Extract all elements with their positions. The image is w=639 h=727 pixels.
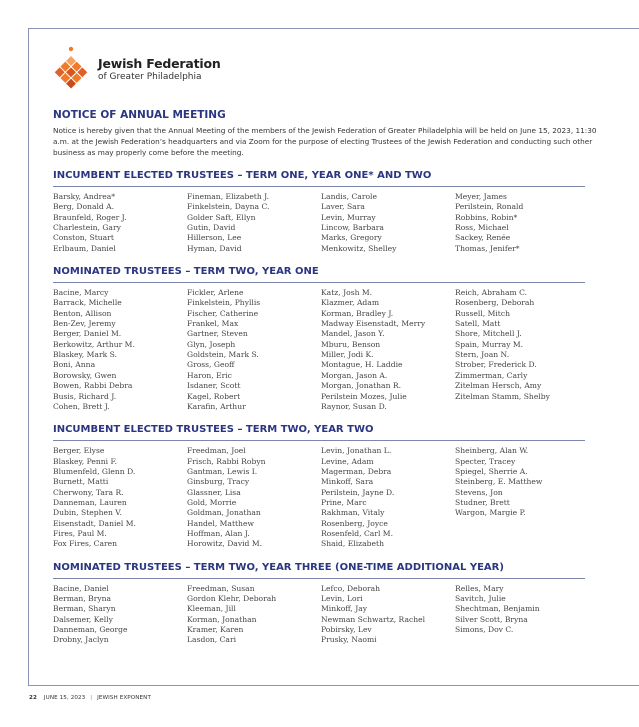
trustee-name: Zitelman Hersch, Amy <box>455 381 542 391</box>
section-title: INCUMBENT ELECTED TRUSTEES – TERM TWO, YEAR TWO <box>53 423 585 441</box>
trustee-name: Fox Fires, Caren <box>53 539 118 549</box>
trustee-name: Reich, Abraham C. <box>455 288 528 298</box>
name-column <box>321 584 455 646</box>
trustee-name: Savitch, Julie <box>455 593 506 603</box>
trustee-name: Raynor, Susan D. <box>321 401 387 411</box>
name-column <box>321 446 455 549</box>
name-columns <box>53 192 593 254</box>
section-title: NOMINATED TRUSTEES – TERM TWO, YEAR THREE (ONE-TIME ADDITIONAL YEAR) <box>53 561 585 579</box>
footer-publication: JEWISH EXPONENT <box>97 695 151 701</box>
trustee-name: Zitelman Stamm, Shelby <box>455 391 550 401</box>
trustee-name: Morgan, Jason A. <box>321 370 388 380</box>
trustee-name: Isdaner, Scott <box>187 381 241 391</box>
name-column <box>187 192 321 254</box>
trustee-name: Perilstein, Jayne D. <box>321 487 395 497</box>
federation-logo <box>52 45 221 93</box>
trustee-name: Berman, Sharyn <box>53 604 116 614</box>
trustee-name: Blumenfeld, Glenn D. <box>53 466 136 476</box>
trustee-name: Fires, Paul M. <box>53 528 107 538</box>
trustee-name: Rosenberg, Deborah <box>455 298 535 308</box>
trustee-section <box>53 423 593 549</box>
trustee-name: Levin, Murray <box>321 212 376 222</box>
trustee-name: Sheinberg, Alan W. <box>455 446 529 456</box>
trustee-name: Spiegel, Sherrie A. <box>455 466 528 476</box>
trustee-name: Russell, Mitch <box>455 308 510 318</box>
section-title: INCUMBENT ELECTED TRUSTEES – TERM ONE, YEAR ONE* AND TWO <box>53 169 585 187</box>
trustee-name: Specter, Tracey <box>455 456 516 466</box>
trustee-name: Barsky, Andrea* <box>53 192 116 201</box>
trustee-name: Hyman, David <box>187 243 242 253</box>
trustee-name: Shaid, Elizabeth <box>321 539 384 549</box>
trustee-name: Rosenberg, Joyce <box>321 518 388 528</box>
name-columns <box>53 446 593 549</box>
name-column <box>455 446 589 549</box>
trustee-name: Spain, Murray M. <box>455 339 524 349</box>
name-column <box>53 192 187 254</box>
trustee-name: Perilstein Mozes, Julie <box>321 391 407 401</box>
footer-separator: | <box>90 695 93 701</box>
trustee-name: Lincow, Barbara <box>321 223 384 233</box>
trustee-section <box>53 265 593 412</box>
footer-date: JUNE 15, 2023 <box>43 695 86 701</box>
trustee-name: Karafin, Arthur <box>187 401 246 411</box>
trustee-name: Korman, Bradley J. <box>321 308 394 318</box>
trustee-name: Rakhman, Vitaly <box>321 508 385 518</box>
trustee-section <box>53 561 593 646</box>
trustee-name: Fineman, Elizabeth J. <box>187 192 270 201</box>
trustee-name: Eisenstadt, Daniel M. <box>53 518 136 528</box>
name-column <box>455 584 589 646</box>
trustee-name: Bacine, Marcy <box>53 288 109 298</box>
trustee-name: Landis, Carole <box>321 192 377 201</box>
trustee-name: Ben-Zev, Jeremy <box>53 319 116 329</box>
trustee-name: Katz, Josh M. <box>321 288 373 298</box>
trustee-name: Glyn, Joseph <box>187 339 236 349</box>
trustee-name: Horowitz, David M. <box>187 539 263 549</box>
page-number: 22 <box>29 695 37 701</box>
trustee-name: Gartner, Steven <box>187 329 248 339</box>
trustee-name: Gantman, Lewis I. <box>187 466 258 476</box>
trustee-name: Drobny, Jaclyn <box>53 635 109 645</box>
trustee-name: Boni, Anna <box>53 360 96 370</box>
trustee-name: Miller, Jodi K. <box>321 350 374 360</box>
trustee-name: Satell, Matt <box>455 319 501 329</box>
trustee-name: Wargon, Margie P. <box>455 508 526 518</box>
trustee-name: Berg, Donald A. <box>53 202 115 212</box>
trustee-name: Mandel, Jason Y. <box>321 329 385 339</box>
trustee-name: Zimmerman, Carly <box>455 370 528 380</box>
trustee-name: Hillerson, Lee <box>187 233 242 243</box>
trustee-name: Montague, H. Laddie <box>321 360 403 370</box>
federation-logo-icon <box>52 45 90 93</box>
trustee-name: Meyer, James <box>455 192 507 201</box>
trustee-name: Minkoff, Jay <box>321 604 368 614</box>
trustee-name: Marks, Gregory <box>321 233 382 243</box>
trustee-name: Haron, Eric <box>187 370 232 380</box>
trustee-name: Magerman, Debra <box>321 466 392 476</box>
trustee-name: Frisch, Rabbi Robyn <box>187 456 266 466</box>
trustee-name: Thomas, Jenifer* <box>455 243 520 253</box>
trustee-name: Perilstein, Ronald <box>455 202 524 212</box>
trustee-name: Berger, Elyse <box>53 446 105 456</box>
name-columns <box>53 288 593 412</box>
trustee-name: Hoffman, Alan J. <box>187 528 250 538</box>
trustee-name: Klazmer, Adam <box>321 298 380 308</box>
name-column <box>187 584 321 646</box>
trustee-name: Levin, Lori <box>321 593 363 603</box>
trustee-name: Robbins, Robin* <box>455 212 518 222</box>
trustee-name: Levin, Jonathan L. <box>321 446 392 456</box>
trustee-name: Danneman, Lauren <box>53 497 127 507</box>
trustee-name: Blaskey, Penni F. <box>53 456 118 466</box>
trustee-name: Stevens, Jon <box>455 487 503 497</box>
trustee-name: Dalsemer, Kelly <box>53 614 113 624</box>
trustee-name: Cohen, Brett J. <box>53 401 110 411</box>
trustee-name: Pobirsky, Lev <box>321 625 372 634</box>
trustee-name: Burnett, Matti <box>53 477 109 487</box>
trustee-name: Bacine, Daniel <box>53 583 109 593</box>
trustee-name: Fickler, Arlene <box>187 288 244 298</box>
trustee-name: Berman, Bryna <box>53 593 112 603</box>
trustee-name: Handel, Matthew <box>187 518 254 528</box>
name-column <box>187 446 321 549</box>
name-column <box>53 288 187 412</box>
notice-title: NOTICE OF ANNUAL MEETING <box>53 109 226 121</box>
trustee-name: Strober, Frederick D. <box>455 360 537 370</box>
trustee-name: Goldstein, Mark S. <box>187 350 259 360</box>
trustee-name: Madway Eisenstadt, Merry <box>321 319 426 329</box>
trustee-name: Barrack, Michelle <box>53 298 122 308</box>
trustee-name: Bowen, Rabbi Debra <box>53 381 133 391</box>
trustee-name: Shechtman, Benjamin <box>455 604 540 614</box>
trustee-name: Conston, Stuart <box>53 233 114 243</box>
trustee-name: Finkelstein, Dayna C. <box>187 202 270 212</box>
trustee-name: Blaskey, Mark S. <box>53 350 117 360</box>
trustee-name: Menkowitz, Shelley <box>321 243 397 253</box>
trustee-name: Silver Scott, Bryna <box>455 614 528 624</box>
name-column <box>455 192 589 254</box>
name-column <box>321 288 455 412</box>
trustee-name: Newman Schwartz, Rachel <box>321 614 426 624</box>
name-column <box>321 192 455 254</box>
trustee-name: Kagel, Robert <box>187 391 241 401</box>
trustee-name: Shore, Mitchell J. <box>455 329 522 339</box>
trustee-name: Studner, Brett <box>455 497 510 507</box>
notice-content <box>53 108 597 646</box>
trustee-name: Fischer, Catherine <box>187 308 259 318</box>
trustee-name: Simons, Dov C. <box>455 625 514 634</box>
notice-body: Notice is hereby given that the Annual Meeting of the members of the Jewish Federation of Greater Philadelphia will be held on June 15, 2023, 11:30 a.m. at the Jewish Federation’s headquarters and via Zoom for the purpose of electing Trustees of the Jewish Federation and conducting such other business as may properly come before the meeting. <box>53 126 597 157</box>
trustee-name: Sackey, Renée <box>455 233 511 243</box>
trustee-name: Kramer, Karen <box>187 625 244 634</box>
brand-subtitle: of Greater Philadelphia <box>98 71 202 82</box>
trustee-name: Ross, Michael <box>455 223 509 233</box>
name-column <box>53 446 187 549</box>
trustee-name: Gross, Geoff <box>187 360 235 370</box>
section-title: NOMINATED TRUSTEES – TERM TWO, YEAR ONE <box>53 265 585 283</box>
trustee-name: Borowsky, Gwen <box>53 370 117 380</box>
trustee-name: Relles, Mary <box>455 583 504 593</box>
trustee-name: Minkoff, Sara <box>321 477 374 487</box>
brand-name: Jewish Federation <box>98 55 221 71</box>
trustee-name: Dubin, Stephen V. <box>53 508 122 518</box>
trustee-name: Benton, Allison <box>53 308 112 318</box>
trustee-name: Korman, Jonathan <box>187 614 257 624</box>
trustee-name: Cherwony, Tara R. <box>53 487 124 497</box>
trustee-name: Prine, Marc <box>321 497 367 507</box>
trustee-name: Kleeman, Jill <box>187 604 236 614</box>
trustee-section <box>53 169 593 254</box>
trustee-name: Prusky, Naomi <box>321 635 377 645</box>
trustee-name: Steinberg, E. Matthew <box>455 477 543 487</box>
page-footer <box>29 695 151 701</box>
trustee-name: Busis, Richard J. <box>53 391 117 401</box>
trustee-name: Goldman, Jonathan <box>187 508 261 518</box>
name-column <box>187 288 321 412</box>
trustee-name: Lefco, Deborah <box>321 583 381 593</box>
trustee-name: Rosenfeld, Carl M. <box>321 528 393 538</box>
name-column <box>53 584 187 646</box>
trustee-name: Stern, Joan N. <box>455 350 510 360</box>
trustee-name: Lasdon, Cari <box>187 635 237 645</box>
trustee-name: Braunfeld, Roger J. <box>53 212 127 222</box>
trustee-name: Gold, Morrie <box>187 497 237 507</box>
trustee-name: Charlestein, Gary <box>53 223 121 233</box>
trustee-name: Erlbaum, Daniel <box>53 243 116 253</box>
trustee-name: Frankel, Max <box>187 319 239 329</box>
trustee-name: Finkelstein, Phyllis <box>187 298 261 308</box>
trustee-name: Glassner, Lisa <box>187 487 241 497</box>
trustee-name: Laver, Sara <box>321 202 365 212</box>
trustee-name: Mburu, Benson <box>321 339 381 349</box>
trustee-name: Morgan, Jonathan R. <box>321 381 402 391</box>
trustee-name: Ginsburg, Tracy <box>187 477 250 487</box>
trustee-name: Gutin, David <box>187 223 236 233</box>
trustee-name: Levine, Adam <box>321 456 374 466</box>
trustee-name: Freedman, Susan <box>187 583 255 593</box>
name-columns <box>53 584 593 646</box>
name-column <box>455 288 589 412</box>
trustee-name: Golder Saft, Ellyn <box>187 212 256 222</box>
trustee-name: Freedman, Joel <box>187 446 246 456</box>
trustee-name: Berkowitz, Arthur M. <box>53 339 135 349</box>
trustee-name: Danneman, George <box>53 625 128 634</box>
trustee-name: Gordon Klehr, Deborah <box>187 593 277 603</box>
trustee-name: Berger, Daniel M. <box>53 329 122 339</box>
